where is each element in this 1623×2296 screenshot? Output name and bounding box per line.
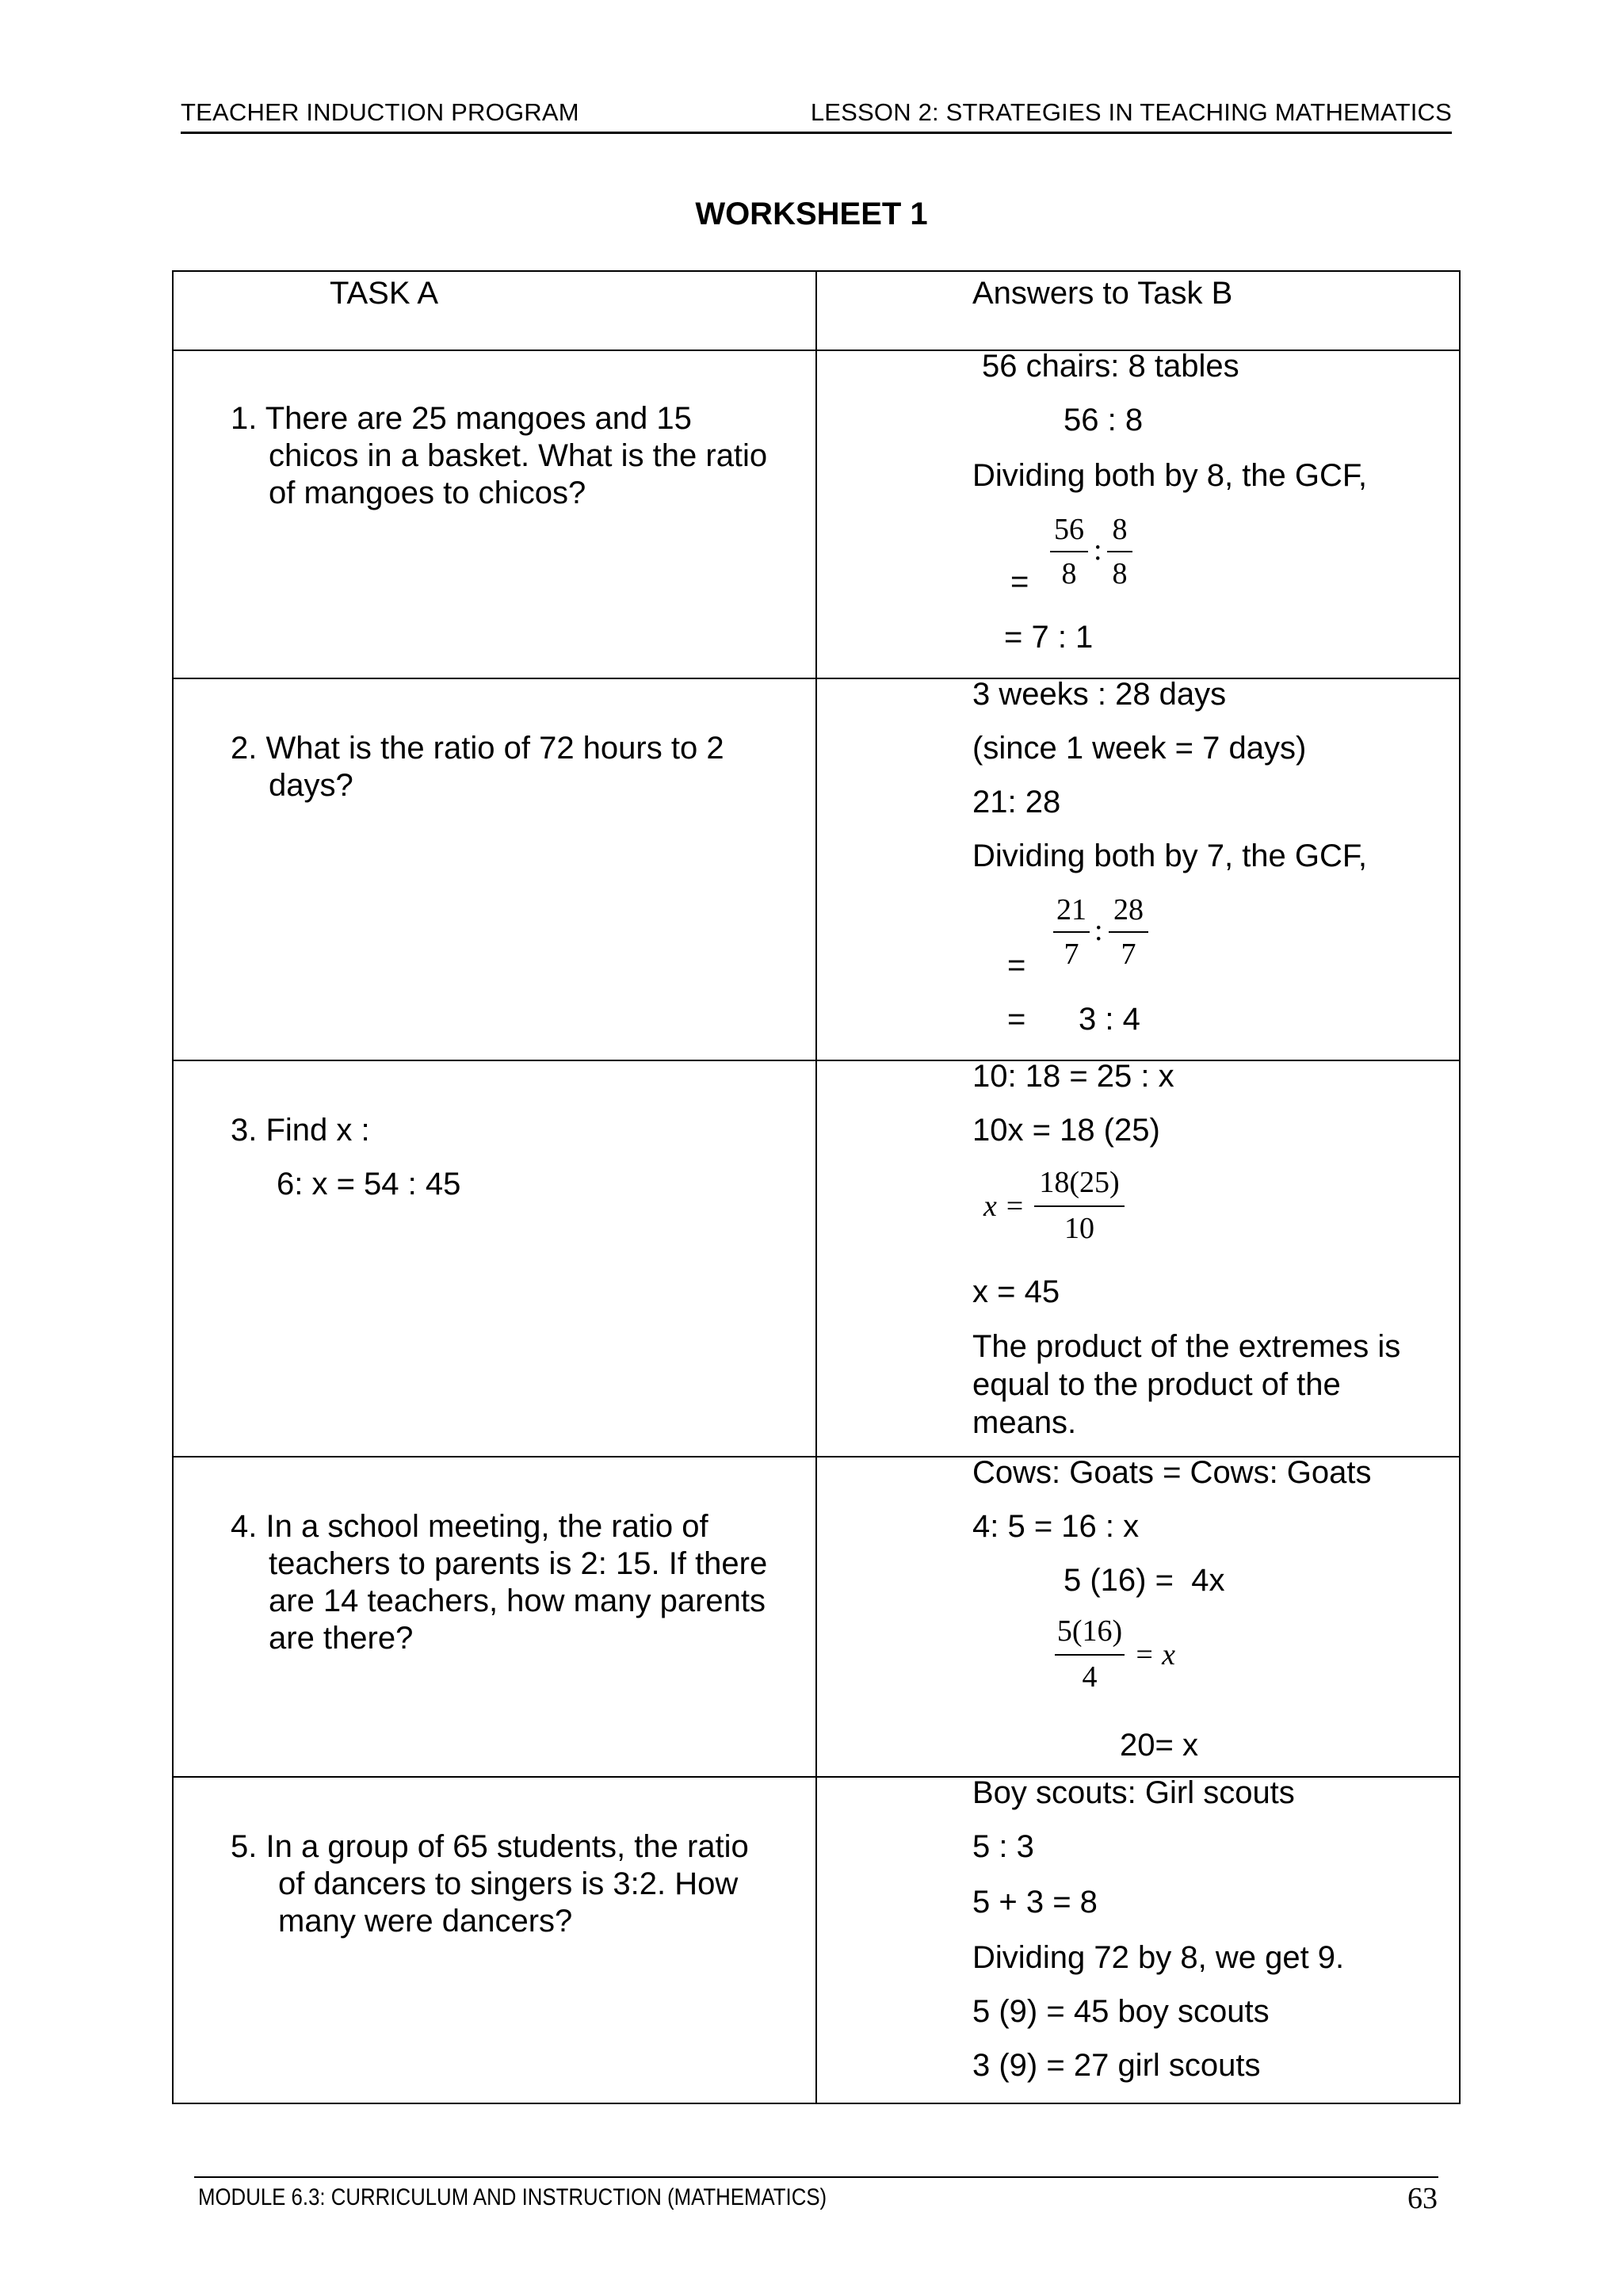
- question-3: [231, 1112, 801, 1203]
- question-cell: [173, 1457, 816, 1777]
- answer-line: Dividing both by 7, the GCF,: [972, 839, 1368, 873]
- question-text: are there?: [269, 1621, 414, 1656]
- fraction-bar: [1050, 551, 1088, 552]
- fraction-21-over-7: [1050, 892, 1093, 971]
- question-cell: [173, 350, 816, 678]
- question-text: In a school meeting, the ratio of: [265, 1509, 708, 1544]
- question-text: In a group of 65 students, the ratio: [265, 1829, 749, 1864]
- table-row: [173, 350, 1460, 678]
- question-number: 5.: [231, 1829, 258, 1864]
- question-text: are 14 teachers, how many parents: [269, 1584, 766, 1618]
- answer-cell: [816, 1060, 1460, 1457]
- answer-line: 5 : 3: [972, 1829, 1034, 1864]
- explanation-line: equal to the product of the: [972, 1367, 1341, 1402]
- fraction-5-16-over-4: [1053, 1613, 1126, 1692]
- fraction-8-over-8: [1104, 511, 1136, 590]
- answer-line: Dividing both by 8, the GCF,: [972, 458, 1368, 493]
- answer-line: 5 + 3 = 8: [972, 1885, 1098, 1920]
- answer-line: 56 : 8: [1064, 403, 1144, 437]
- question-number: 4.: [231, 1509, 258, 1544]
- denominator: 8: [1112, 557, 1128, 590]
- fraction-bar: [1055, 1654, 1125, 1656]
- fraction-18-25-over-10: [1033, 1164, 1126, 1244]
- answer-line: 21: 28: [972, 785, 1061, 819]
- fraction-28-over-7: [1106, 892, 1151, 971]
- answer-line: 10: 18 = 25 : x: [972, 1059, 1174, 1094]
- ratio-colon: :: [1094, 533, 1102, 567]
- answer-line: Dividing 72 by 8, we get 9.: [972, 1940, 1345, 1975]
- question-text: of dancers to singers is 3:2. How: [278, 1866, 739, 1901]
- page-number: 63: [1407, 2182, 1438, 2215]
- fraction-bar: [1107, 551, 1132, 552]
- answer-line: 5 (16) = 4x: [1064, 1563, 1225, 1598]
- question-cell: [173, 678, 816, 1060]
- question-4: [231, 1508, 801, 1657]
- answer-cell: [816, 350, 1460, 678]
- question-text: days?: [269, 768, 353, 803]
- numerator: 56: [1054, 513, 1084, 546]
- page-header: [181, 97, 1452, 134]
- answer-line: 4: 5 = 16 : x: [972, 1509, 1140, 1544]
- footer-rule: [194, 2176, 1438, 2178]
- fraction-bar: [1109, 931, 1148, 933]
- worksheet-title: WORKSHEET 1: [695, 197, 928, 231]
- fraction-56-over-8: [1047, 511, 1091, 590]
- answer-line: 20= x: [1120, 1728, 1198, 1763]
- header-task-a: TASK A: [173, 271, 816, 350]
- numerator: 18(25): [1039, 1166, 1120, 1199]
- table-row: [173, 678, 1460, 1060]
- answer-line: 56 chairs: 8 tables: [982, 349, 1239, 384]
- question-cell: [173, 1060, 816, 1457]
- question-text: of mangoes to chicos?: [269, 476, 586, 510]
- answer-line: Cows: Goats = Cows: Goats: [972, 1455, 1372, 1490]
- answer-cell: [816, 678, 1460, 1060]
- question-2: [231, 730, 801, 804]
- numerator: 28: [1113, 893, 1144, 926]
- header-task-b: Answers to Task B: [816, 271, 1460, 350]
- equals-sign: =: [1007, 948, 1026, 983]
- answer-line: x = 45: [972, 1274, 1060, 1309]
- question-number: 1.: [231, 401, 258, 436]
- equals-sign: =: [1010, 564, 1029, 599]
- question-text: Find x :: [265, 1113, 370, 1148]
- header-right: LESSON 2: STRATEGIES IN TEACHING MATHEMATICS: [810, 98, 1452, 126]
- question-cell: [173, 1777, 816, 2103]
- table-row: [173, 1777, 1460, 2103]
- answer-line: = 7 : 1: [1004, 620, 1094, 655]
- question-text: teachers to parents is 2: 15. If there: [269, 1546, 768, 1581]
- answer-line: Boy scouts: Girl scouts: [972, 1775, 1295, 1810]
- question-text: There are 25 mangoes and 15: [265, 401, 692, 436]
- explanation-line: The product of the extremes is: [972, 1329, 1401, 1364]
- question-text: What is the ratio of 72 hours to 2: [265, 731, 724, 766]
- answer-line: 10x = 18 (25): [972, 1113, 1160, 1148]
- fraction-bar: [1034, 1205, 1125, 1207]
- answer-cell: [816, 1777, 1460, 2103]
- ratio-colon: :: [1094, 914, 1103, 947]
- table-row: [173, 1457, 1460, 1777]
- table-header-row: [173, 271, 1460, 350]
- denominator: 10: [1064, 1212, 1094, 1245]
- numerator: 5(16): [1056, 1614, 1123, 1648]
- answer-line: 3 (9) = 27 girl scouts: [972, 2048, 1261, 2083]
- question-5: [231, 1828, 801, 1940]
- x-equals: x =: [983, 1190, 1025, 1223]
- answer-explanation: [972, 1328, 1400, 1442]
- question-text: many were dancers?: [278, 1904, 573, 1939]
- question-1: [231, 400, 801, 512]
- answer-line: (since 1 week = 7 days): [972, 731, 1307, 766]
- worksheet-table: [172, 270, 1461, 2104]
- answer-line: 5 (9) = 45 boy scouts: [972, 1994, 1270, 2029]
- answer-line: = 3 : 4: [1007, 1002, 1140, 1037]
- footer-module: MODULE 6.3: CURRICULUM AND INSTRUCTION (MATHEMATICS): [198, 2184, 827, 2210]
- denominator: 7: [1064, 938, 1079, 971]
- question-equation: 6: x = 54 : 45: [277, 1167, 461, 1201]
- table-row: [173, 1060, 1460, 1457]
- explanation-line: means.: [972, 1405, 1077, 1440]
- fraction-bar: [1053, 931, 1090, 933]
- numerator: 21: [1056, 893, 1086, 926]
- answer-cell: [816, 1457, 1460, 1777]
- numerator: 8: [1112, 513, 1128, 546]
- denominator: 8: [1061, 557, 1077, 590]
- answer-line: 3 weeks : 28 days: [972, 677, 1227, 712]
- header-left: TEACHER INDUCTION PROGRAM: [181, 98, 579, 126]
- denominator: 4: [1082, 1660, 1098, 1694]
- question-number: 3.: [231, 1113, 258, 1148]
- question-number: 2.: [231, 731, 258, 766]
- denominator: 7: [1121, 938, 1136, 971]
- question-text: chicos in a basket. What is the ratio: [269, 438, 768, 473]
- equals-x: = x: [1134, 1638, 1176, 1671]
